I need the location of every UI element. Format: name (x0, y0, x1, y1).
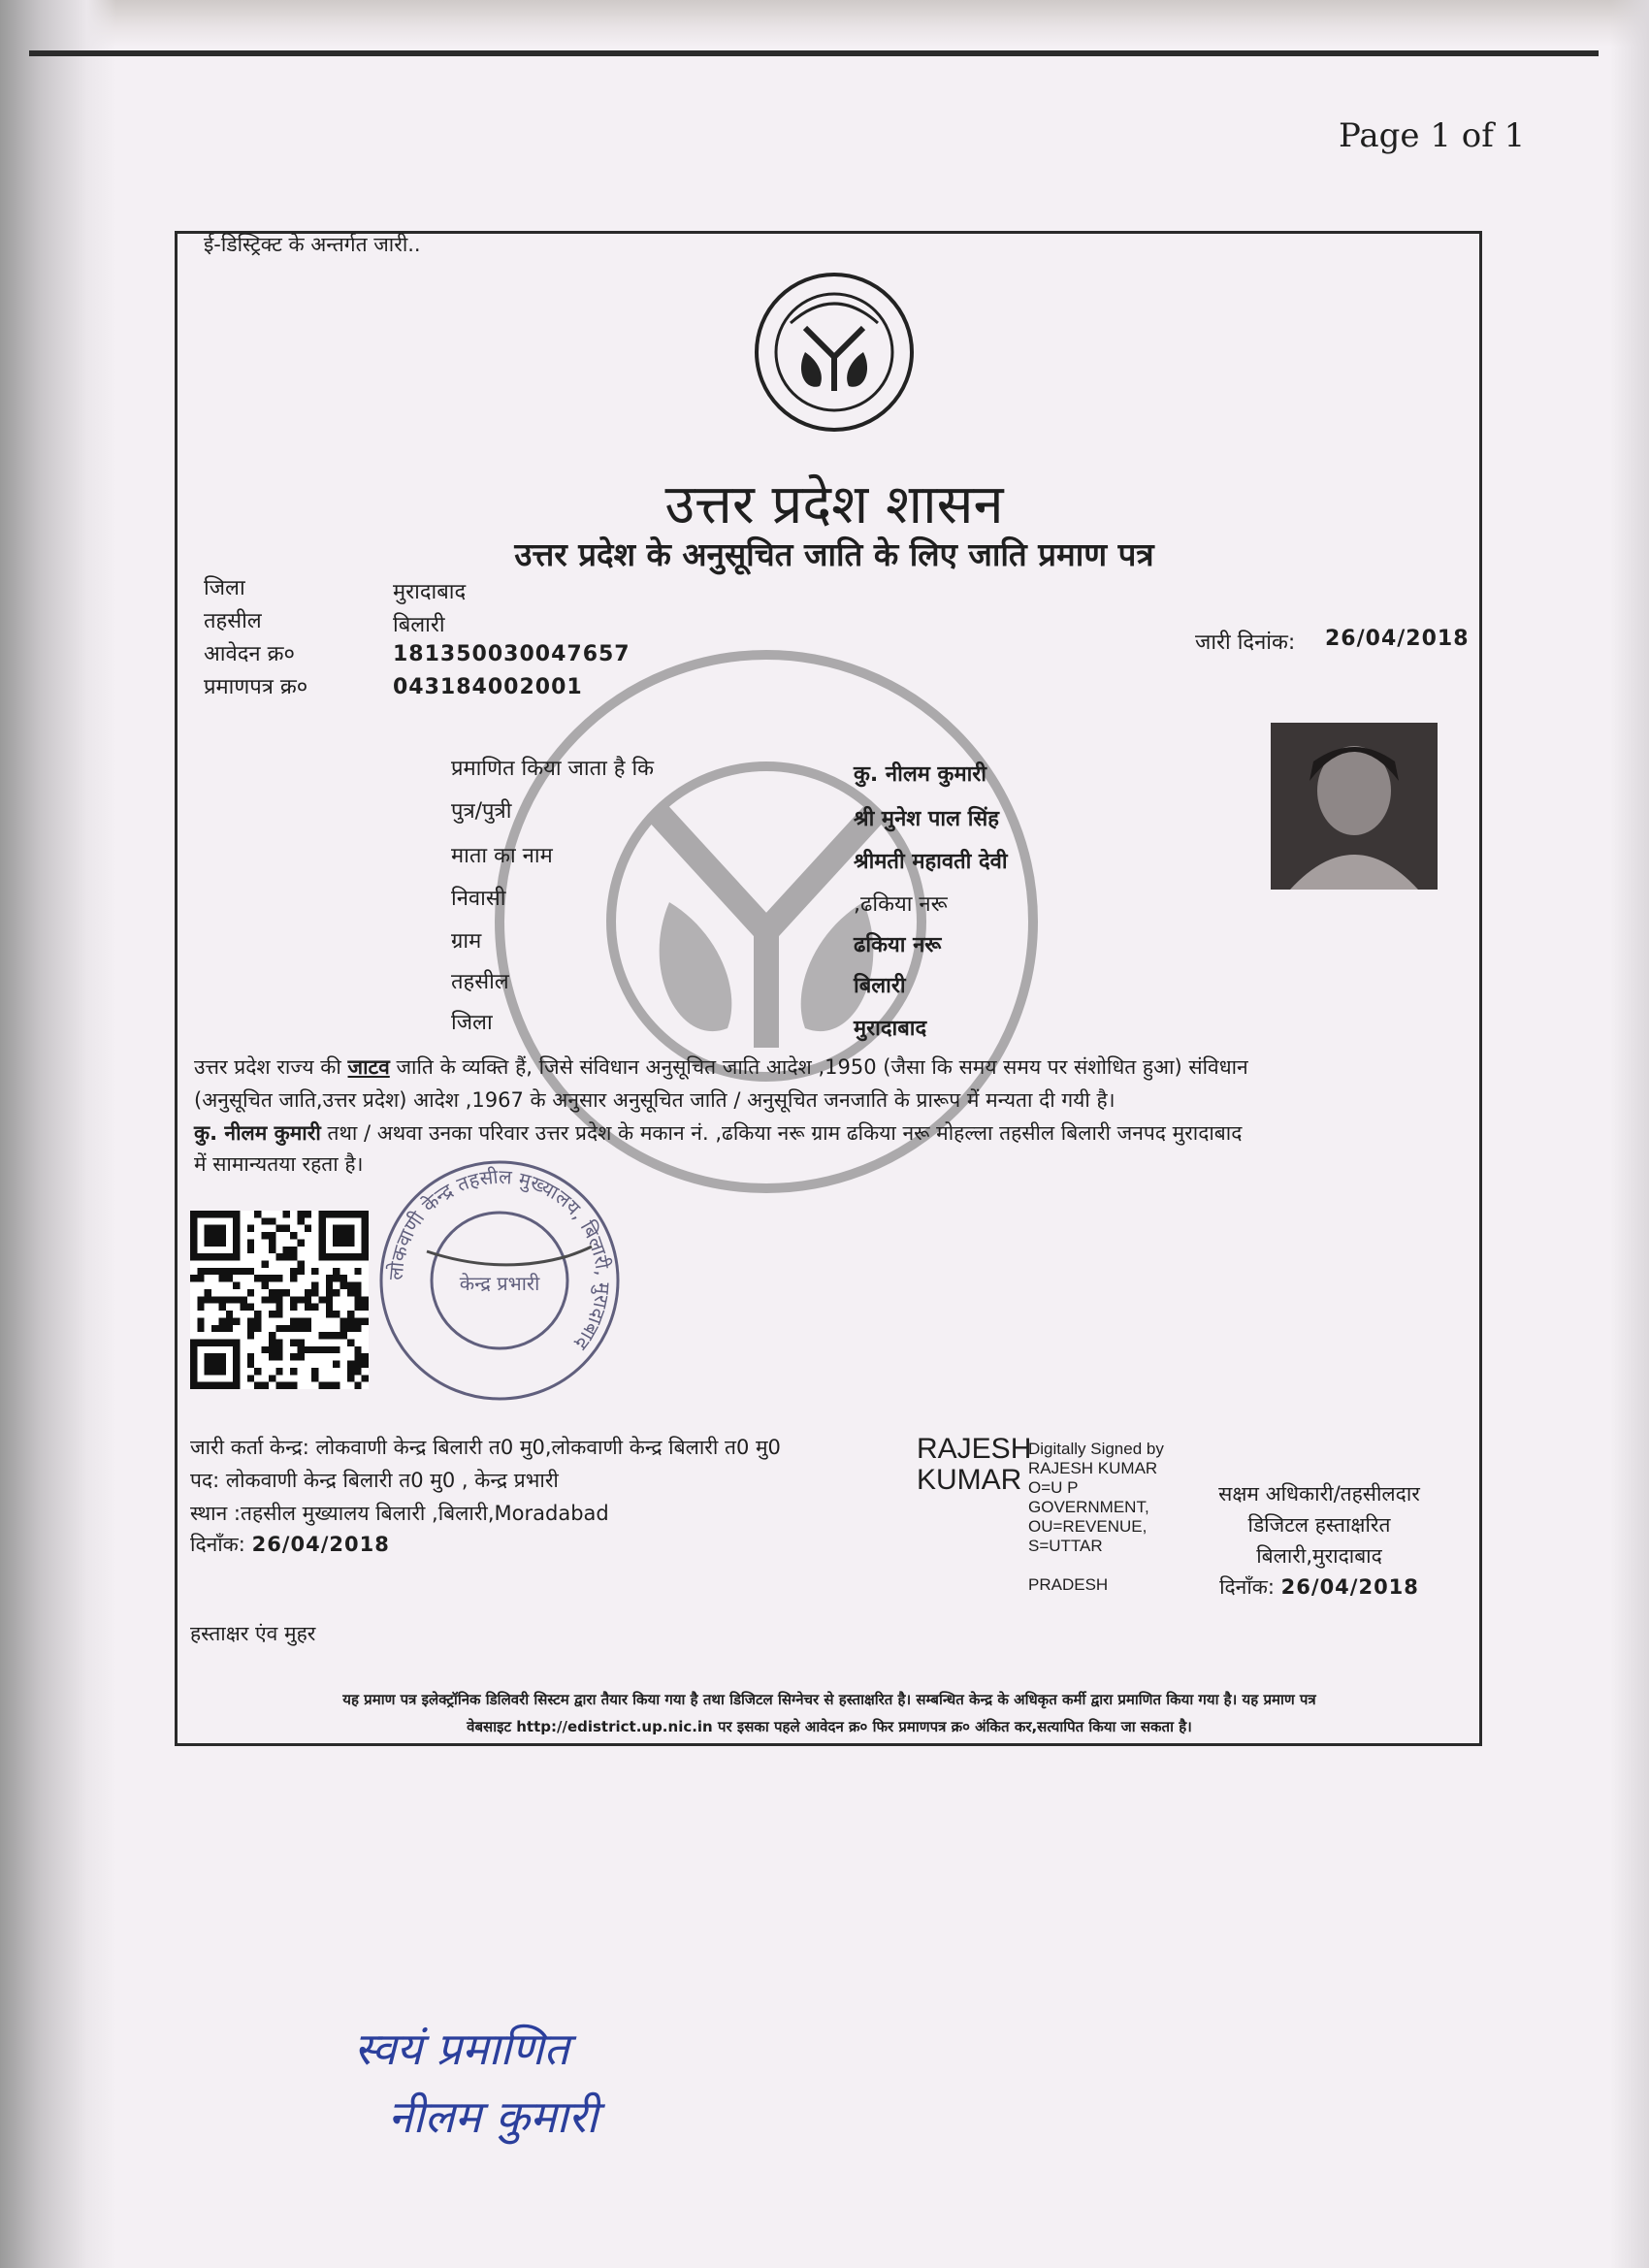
field-label-resident: निवासी (451, 887, 506, 911)
issue-date-label: जारी दिनांक: (1195, 631, 1296, 655)
sig-detail: O=U P (1028, 1478, 1079, 1497)
digital-signature-details (1028, 1440, 1183, 1595)
applicant-photo (1271, 723, 1438, 890)
authority-date-label: दिनाँक: (1219, 1575, 1275, 1599)
field-value-name: कु. नीलम कुमारी (854, 762, 986, 787)
field-value-father: श्री मुनेश पाल सिंह (854, 807, 999, 831)
state-seal-watermark-icon (485, 640, 1048, 1203)
certificate-no-label: प्रमाणपत्र क्र० (204, 675, 308, 699)
district-label: जिला (204, 576, 245, 600)
lokvani-kendra-stamp-icon (373, 1154, 626, 1407)
issuer-date-row (190, 1531, 390, 1558)
field-label-tehsil: तहसील (451, 970, 509, 994)
field-label-certified: प्रमाणित किया जाता है कि (451, 757, 655, 781)
body-name: कु. नीलम कुमारी (194, 1121, 321, 1145)
issued-under-text: ई-डिस्ट्रिक्ट के अन्तर्गत जारी.. (204, 233, 421, 256)
field-value-mother: श्रीमती महावती देवी (854, 850, 1008, 874)
sig-detail: GOVERNMENT, (1028, 1498, 1149, 1516)
issuer-post: पद: लोकवाणी केन्द्र बिलारी त0 मु0 , केन्द्र प्रभारी (190, 1469, 559, 1492)
issuer-date: 26/04/2018 (251, 1533, 390, 1556)
authority-signed: डिजिटल हस्ताक्षरित (1247, 1513, 1391, 1537)
sig-detail: Digitally Signed by (1028, 1440, 1164, 1458)
field-value-village: ढकिया नरू (854, 933, 942, 957)
body-line-1-end: जाति के व्यक्ति हैं, जिसे संविधान अनुसूचित जाति आदेश ,1950 (जैसा कि समय समय पर संशोधित हुआ) संविधान (396, 1055, 1248, 1079)
sig-detail: S=UTTAR (1028, 1537, 1103, 1555)
tehsil-value: बिलारी (393, 613, 445, 637)
caste-name: जाटव (347, 1055, 390, 1079)
body-line-1-start: उत्तर प्रदेश राज्य की (194, 1055, 341, 1079)
field-value-district: मुरादाबाद (854, 1017, 927, 1041)
stamp-outer-text: लोकवाणी केन्द्र तहसील मुख्यालय, बिलारी, मुरादाबाद (383, 1164, 616, 1355)
authority-date: 26/04/2018 (1280, 1575, 1419, 1599)
field-value-tehsil: बिलारी (854, 974, 906, 998)
application-no: 181350030047657 (393, 642, 630, 666)
field-label-child-of: पुत्र/पुत्री (451, 799, 512, 824)
top-rule (29, 50, 1599, 56)
issuer-date-label: दिनाँक: (190, 1533, 245, 1556)
authority-title: सक्षम अधिकारी/तहसीलदार (1218, 1482, 1420, 1506)
application-no-label: आवेदन क्र० (204, 642, 295, 666)
field-label-village: ग्राम (451, 929, 482, 954)
page-number: Page 1 of 1 (1339, 116, 1526, 155)
government-title: उत्तर प्रदेश शासन (664, 473, 1004, 536)
scan-shadow-right (1610, 0, 1649, 2268)
signer-name-line1: RAJESH (917, 1433, 1032, 1465)
body-line-3 (194, 1119, 1455, 1147)
issuer-place: स्थान :तहसील मुख्यालय बिलारी ,बिलारी,Moradabad (190, 1502, 609, 1525)
sig-detail: PRADESH (1028, 1575, 1109, 1594)
authority-date-row (1174, 1573, 1465, 1601)
sig-detail (1028, 1556, 1183, 1575)
qr-code-icon (190, 1211, 369, 1389)
tehsil-label: तहसील (204, 609, 262, 633)
field-value-resident: ,ढकिया नरू (854, 892, 948, 917)
signature-scribble (427, 1247, 592, 1265)
issuing-center: जारी कर्ता केन्द्र: लोकवाणी केन्द्र बिलारी त0 मु0,लोकवाणी केन्द्र बिलारी त0 मु0 (190, 1436, 781, 1459)
field-label-mother: माता का नाम (451, 844, 553, 868)
certificate-no: 043184002001 (393, 675, 583, 699)
body-line-1 (194, 1053, 1455, 1081)
footer-note-line-2: वेबसाइट http://edistrict.up.nic.in पर इसका पहले आवेदन क्र० फिर प्रमाणपत्र क्र० अंकित कर,सत्यापित किया जा सकता है। (467, 1718, 1192, 1735)
body-line-4: में सामान्यतया रहता है। (194, 1152, 364, 1176)
district-value: मुरादाबाद (393, 580, 467, 604)
sign-and-seal-label: हस्ताक्षर एंव मुहर (190, 1622, 316, 1645)
signer-name-line2: KUMAR (917, 1464, 1022, 1496)
issue-date: 26/04/2018 (1325, 627, 1470, 651)
authority-place: बिलारी,मुरादाबाद (1256, 1544, 1382, 1568)
footer-note-line-1: यह प्रमाण पत्र इलेक्ट्रॉनिक डिलिवरी सिस्टम द्वारा तैयार किया गया है तथा डिजिटल सिग्नेचर से हस्ताक्षरित है। सम्बन्धित केन्द्र के अधिकृत कर्मी द्वारा प्रमाणित किया गया है। यह प्रमाण पत्र (342, 1691, 1316, 1708)
stamp-inner-text: केन्द्र प्रभारी (459, 1272, 540, 1295)
field-label-district: जिला (451, 1011, 493, 1035)
certificate-title: उत्तर प्रदेश के अनुसूचित जाति के लिए जाति प्रमाण पत्र (514, 535, 1154, 573)
body-line-2: (अनुसूचित जाति,उत्तर प्रदेश) आदेश ,1967 के अनुसार अनुसूचित जाति / अनुसूचित जनजाति के प्रारूप में मन्यता दी गयी है। (194, 1088, 1116, 1112)
up-state-emblem-icon (752, 270, 917, 435)
body-line-3-rest: तथा / अथवा उनका परिवार उत्तर प्रदेश के मकान नं. ,ढकिया नरू ग्राम ढकिया नरू मोहल्ला तहसील बिलारी जनपद मुरादाबाद (327, 1121, 1243, 1145)
sig-detail: RAJESH KUMAR (1028, 1459, 1158, 1477)
sig-detail: OU=REVENUE, (1028, 1517, 1148, 1536)
scan-shadow-top (0, 0, 1649, 47)
handwritten-signature: नीलम कुमारी (388, 2090, 598, 2143)
scan-shadow-left (0, 0, 116, 2268)
handwritten-self-attested: स्वयं प्रमाणित (354, 2023, 569, 2075)
